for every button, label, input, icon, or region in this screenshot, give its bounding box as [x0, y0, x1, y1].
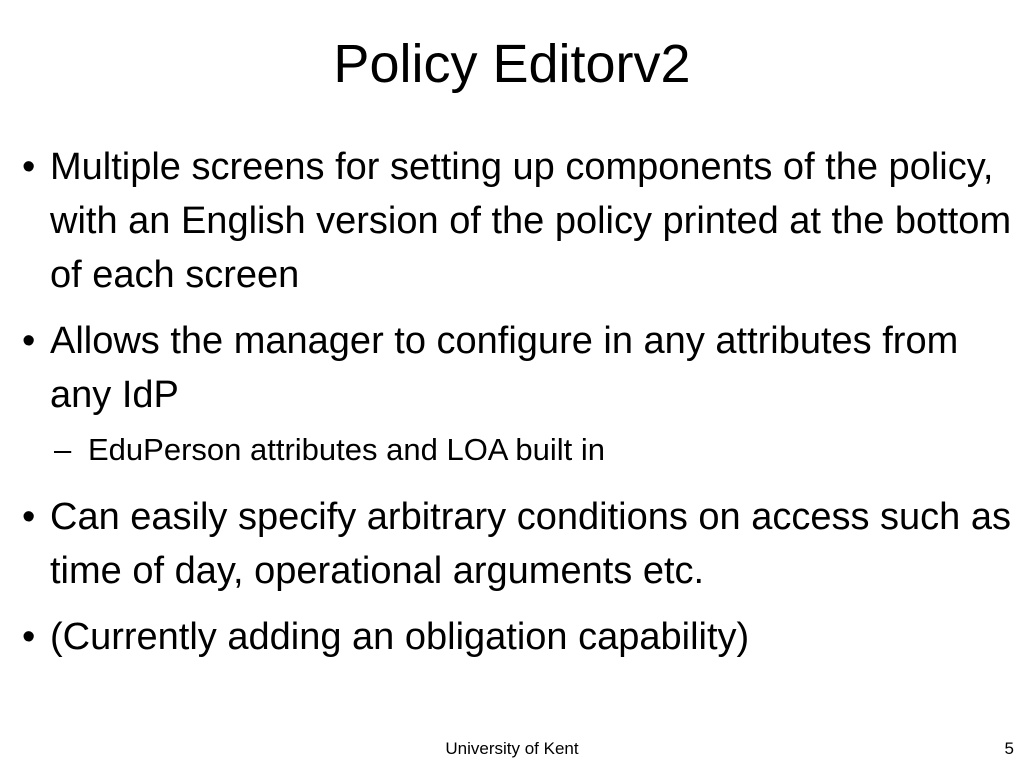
bullet-marker: • [22, 320, 36, 362]
bullet-text: Multiple screens for setting up components of the policy, with an English version of the policy printed at the bottom of each screen [50, 146, 1012, 296]
sub-bullet-item [22, 428, 1012, 472]
page-number: 5 [1004, 739, 1014, 758]
footer-organization: University of Kent [445, 739, 579, 758]
bullet-marker: • [22, 616, 36, 658]
bullet-marker: • [22, 146, 36, 188]
slide-title: Policy Editorv2 [333, 34, 691, 94]
sub-bullet-text: EduPerson attributes and LOA built in [88, 432, 605, 467]
bullet-marker: • [22, 496, 36, 538]
sub-bullet-group [22, 428, 1012, 472]
bullet-text: Can easily specify arbitrary conditions on access such as time of day, operational arguments etc. [50, 496, 1012, 592]
bullet-text: (Currently adding an obligation capability) [50, 616, 750, 658]
bullet-item [22, 490, 1012, 598]
bullet-text: Allows the manager to configure in any attributes from any IdP [50, 320, 959, 416]
bullet-item [22, 314, 1012, 422]
bullet-item [22, 610, 1012, 664]
bullet-item [22, 140, 1012, 302]
sub-bullet-marker: – [54, 432, 72, 467]
sub-bullet-list [22, 428, 1012, 472]
bullet-list [22, 140, 1012, 676]
